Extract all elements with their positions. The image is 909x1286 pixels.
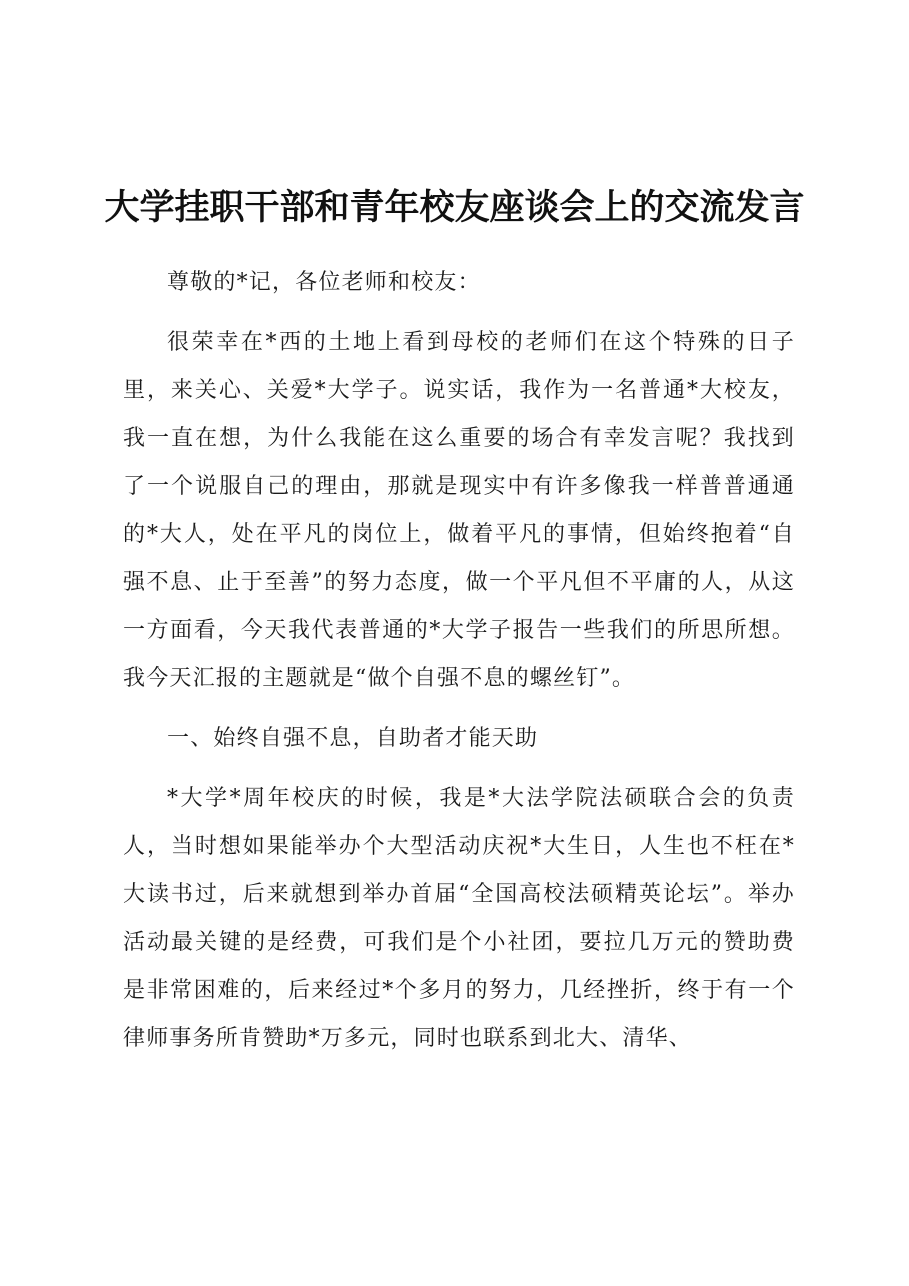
document-body <box>123 259 795 1063</box>
section-heading: 一、始终自强不息，自助者才能天助 <box>167 726 539 751</box>
body-paragraph: *大学*周年校庆的时候，我是*大法学院法硕联合会的负责人，当时想如果能举办个大型活动庆祝*大生日，人生也不枉在*大读书过，后来就想到举办首届“全国高校法硕精英论坛”。举办活动最关键的是经费，可我们是个小社团，要拉几万元的赞助费是非常困难的，后来经过*个多月的努力，几经挫折，终于有一个律师事务所肯赞助*万多元，同时也联系到北大、清华、 <box>123 786 795 1051</box>
salutation-paragraph: 尊敬的*记，各位老师和校友： <box>167 270 481 295</box>
body-paragraph: 很荣幸在*西的土地上看到母校的老师们在这个特殊的日子里，来关心、关爱*大学子。说实话，我作为一名普通*大校友，我一直在想，为什么我能在这么重要的场合有幸发言呢？我找到了一个说服自己的理由，那就是现实中有许多像我一样普普通通的*大人，处在平凡的岗位上，做着平凡的事情，但始终抱着“自强不息、止于至善”的努力态度，做一个平凡但不平庸的人，从这一方面看，今天我代表普通的*大学子报告一些我们的所思所想。我今天汇报的主题就是“做个自强不息的螺丝钉”。 <box>123 330 795 691</box>
document-title: 大学挂职干部和青年校友座谈会上的交流发言 <box>104 187 805 228</box>
